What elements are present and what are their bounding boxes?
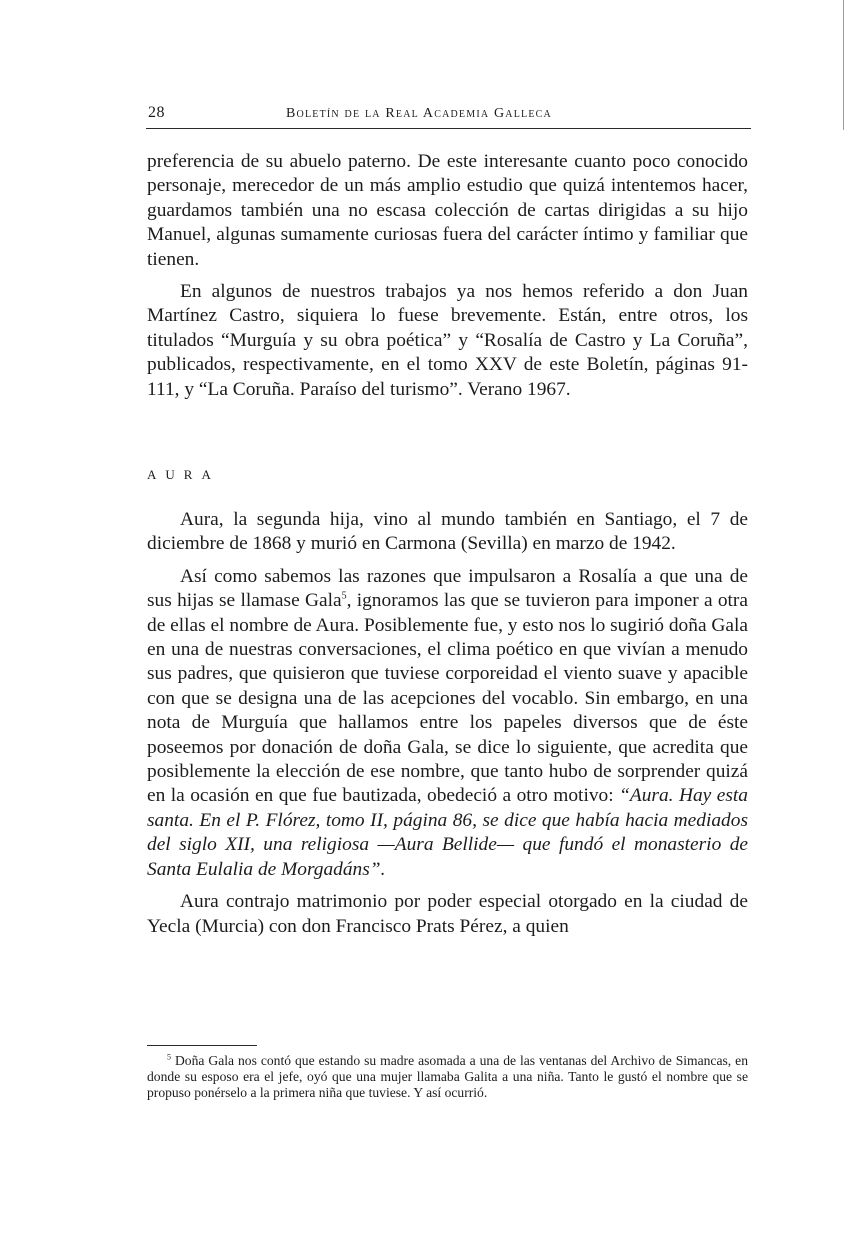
paragraph-aura-marriage: Aura contrajo matrimonio por poder especial otorgado en la ciudad de Yecla (Murcia) con don Francisco Prats Pérez, a quien [147,891,748,937]
page-number: 28 [148,104,165,121]
running-head [146,102,751,129]
body-text-aura [147,508,748,947]
footnote-reference[interactable]: 5 [341,590,347,602]
section-heading-aura: AURA [147,467,220,482]
journal-title: Boletín de la Real Academia Galleca [286,106,552,121]
paragraph-aura-name-text-cont: , ignoramos las que se tuvieron para imponer a otra de ellas el nombre de Aura. Posiblemente fue, y esto nos lo sugirió doña Gala en una de nuestras conversaciones, el clima poético en que vivían a menudo sus padres, que quisieron que tuviese corporeidad el viento suave y apacible con que se designa una de las acepciones del vocablo. Sin embargo, en una nota de Murguía que hallamos entre los papeles diversos que de éste poseemos por donación de doña Gala, se dice lo siguiente, que acredita que posiblemente la elección de ese nombre, que tanto hubo de sorprender quizá en la ocasión en que fue bautizada, obedeció a otro motivo: [147,590,748,807]
body-text-continued [147,150,748,410]
murguia-quote: “Aura. Hay esta santa. En el P. Flórez, tomo II, página 86, se dice que había hacia mediados del siglo XII, una religiosa —Aura Bellide— que fundó el monasterio de Santa Eulalia de Morgadáns”. [147,785,748,880]
page-edge-line [843,0,844,130]
paragraph-aura-name [147,565,748,882]
paragraph-juan-martinez-castro: En algunos de nuestros trabajos ya nos hemos referido a don Juan Martínez Castro, siquiera lo fuese brevemente. Están, entre otros, los titulados “Murguía y su obra poética” y “Rosalía de Castro y La Coruña”, publicados, respectivamente, en el tomo XXV de este Boletín, páginas 91-111, y “La Coruña. Paraíso del turismo”. Verano 1967. [147,281,748,400]
footnote [147,1053,748,1102]
footnote-divider [147,1045,257,1046]
footnote-text: Doña Gala nos contó que estando su madre asomada a una de las ventanas del Archivo de Simancas, en donde su esposo era el jefe, oyó que una mujer llamaba Galita a una niña. Tanto le gustó el nombre que se propuso ponérselo a la primera niña que tuviese. Y así ocurrió. [147,1053,748,1101]
footnote-marker: 5 [167,1052,171,1062]
paragraph-aura-birth: Aura, la segunda hija, vino al mundo también en Santiago, el 7 de diciembre de 1868 y murió en Carmona (Sevilla) en marzo de 1942. [147,509,748,555]
paragraph-aura-name-text: Así como sabemos las razones que impulsaron a Rosalía a que una de sus hijas se llamase Gala [147,565,748,612]
paragraph-continued: preferencia de su abuelo paterno. De este interesante cuanto poco conocido personaje, merecedor de un más amplio estudio que quizá intentemos hacer, guardamos también una no escasa colección de cartas dirigidas a su hijo Manuel, algunas sumamente curiosas fuera del carácter íntimo y familiar que tienen. [147,151,748,270]
